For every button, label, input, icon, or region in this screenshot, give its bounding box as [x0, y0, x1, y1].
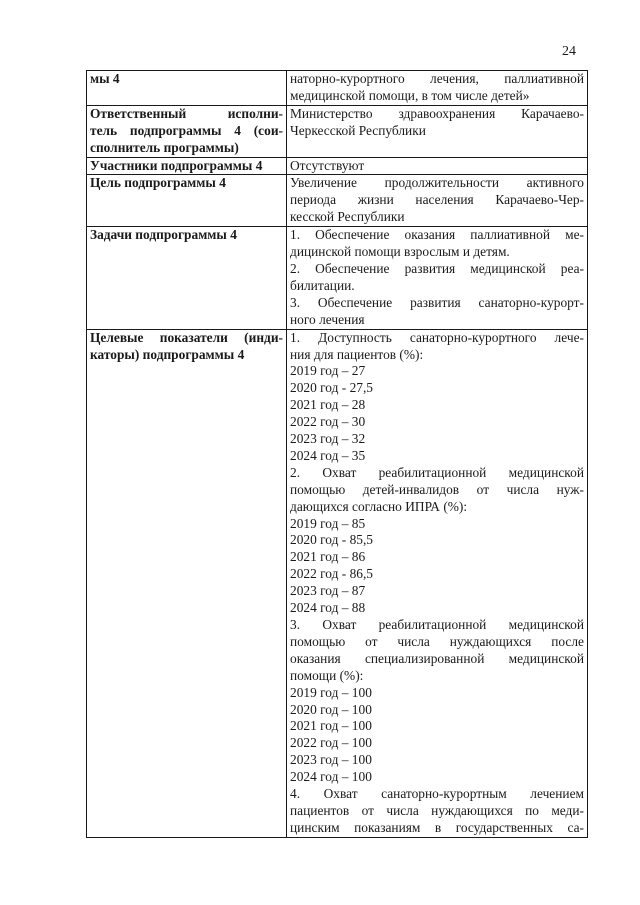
label-line: Участники подпрограммы 4 — [90, 157, 263, 173]
value-line: 2020 год - 27,5 — [290, 380, 373, 396]
value-line: Черкесской Республики — [290, 122, 426, 138]
label-line: каторы) подпрограммы 4 — [90, 346, 245, 362]
row-label — [87, 175, 287, 227]
value-line: 2019 год – 100 — [290, 684, 372, 700]
value-line: 2023 год – 87 — [290, 583, 366, 599]
value-line: 2021 год – 86 — [290, 549, 366, 565]
value-line: помощи (%): — [290, 667, 364, 683]
row-value — [287, 175, 588, 227]
value-line: помощью детей-инвалидов от числа нуж- — [290, 481, 584, 497]
value-line: 2019 год – 85 — [290, 515, 366, 531]
value-line: оказания специализированной медицинской — [290, 650, 584, 666]
value-line: 2. Охват реабилитационной медицинской — [290, 464, 584, 480]
page-number: 24 — [562, 44, 576, 59]
value-line: Увеличение продолжительности активного — [290, 175, 584, 191]
label-line: сполнитель программы) — [90, 139, 239, 155]
value-line: Отсутствуют — [290, 157, 365, 173]
value-line: 3. Охват реабилитационной медицинской — [290, 617, 584, 632]
value-line: медицинской помощи, в том числе детей» — [290, 87, 530, 103]
value-line: периода жизни населения Карачаево-Чер- — [290, 192, 584, 208]
row-label — [87, 227, 287, 329]
table-row — [87, 227, 588, 329]
value-line: 2024 год – 35 — [290, 447, 366, 463]
row-value — [287, 105, 588, 157]
value-line: пациентов от числа нуждающихся по меди- — [290, 802, 584, 818]
value-line: наторно-курортного лечения, паллиативной — [290, 71, 584, 86]
value-line: дицинской помощи взрослым и детям. — [290, 244, 510, 260]
table-row — [87, 105, 588, 157]
value-line: 2023 год – 100 — [290, 752, 372, 768]
value-line: билитации. — [290, 277, 355, 293]
value-line: 4. Охват санаторно-курортным лечением — [290, 786, 584, 802]
value-line: ного лечения — [290, 311, 365, 327]
value-line: цинским показаниям в государственных са- — [290, 819, 584, 835]
value-line: 2020 год - 85,5 — [290, 532, 373, 548]
value-line: дающихся согласно ИПРА (%): — [290, 498, 468, 514]
row-value — [287, 227, 588, 329]
table-row — [87, 175, 588, 227]
value-line: 2019 год – 27 — [290, 363, 366, 379]
label-line: мы 4 — [90, 71, 120, 86]
value-line: 2022 год - 86,5 — [290, 566, 373, 582]
value-line: 2023 год – 32 — [290, 431, 366, 447]
row-value — [287, 71, 588, 106]
label-line: тель подпрограммы 4 (сои- — [90, 122, 283, 138]
value-line: кесской Республики — [290, 209, 405, 225]
value-line: 1. Доступность санаторно-курортного лече- — [290, 329, 584, 345]
label-line: Задачи подпрограммы 4 — [90, 227, 237, 243]
row-label — [87, 157, 287, 175]
value-line: 2020 год – 100 — [290, 701, 372, 717]
row-value — [287, 329, 588, 837]
value-line: ния для пациентов (%): — [290, 346, 424, 362]
value-line: 1. Обеспечение оказания паллиативной ме- — [290, 227, 584, 243]
row-label — [87, 105, 287, 157]
row-label — [87, 329, 287, 837]
row-value — [287, 157, 588, 175]
value-line: 2022 год – 30 — [290, 414, 366, 430]
value-line: 2021 год – 100 — [290, 718, 372, 734]
table-row — [87, 329, 588, 837]
value-line: 2024 год – 88 — [290, 600, 366, 616]
label-line: Целевые показатели (инди- — [90, 329, 283, 345]
subprogram-passport-table — [86, 70, 588, 838]
value-line: помощью от числа нуждающихся после — [290, 633, 584, 649]
table-row — [87, 157, 588, 175]
row-label — [87, 71, 287, 106]
value-line: 2021 год – 28 — [290, 397, 366, 413]
label-line: Цель подпрограммы 4 — [90, 175, 226, 191]
value-line: Министерство здравоохранения Карачаево- — [290, 105, 584, 121]
label-line: Ответственный исполни- — [90, 105, 283, 121]
value-line: 2. Обеспечение развития медицинской реа- — [290, 260, 584, 276]
value-line: 2022 год – 100 — [290, 735, 372, 751]
value-line: 3. Обеспечение развития санаторно-курорт- — [290, 294, 584, 310]
table-row — [87, 71, 588, 106]
value-line: 2024 год – 100 — [290, 769, 372, 785]
